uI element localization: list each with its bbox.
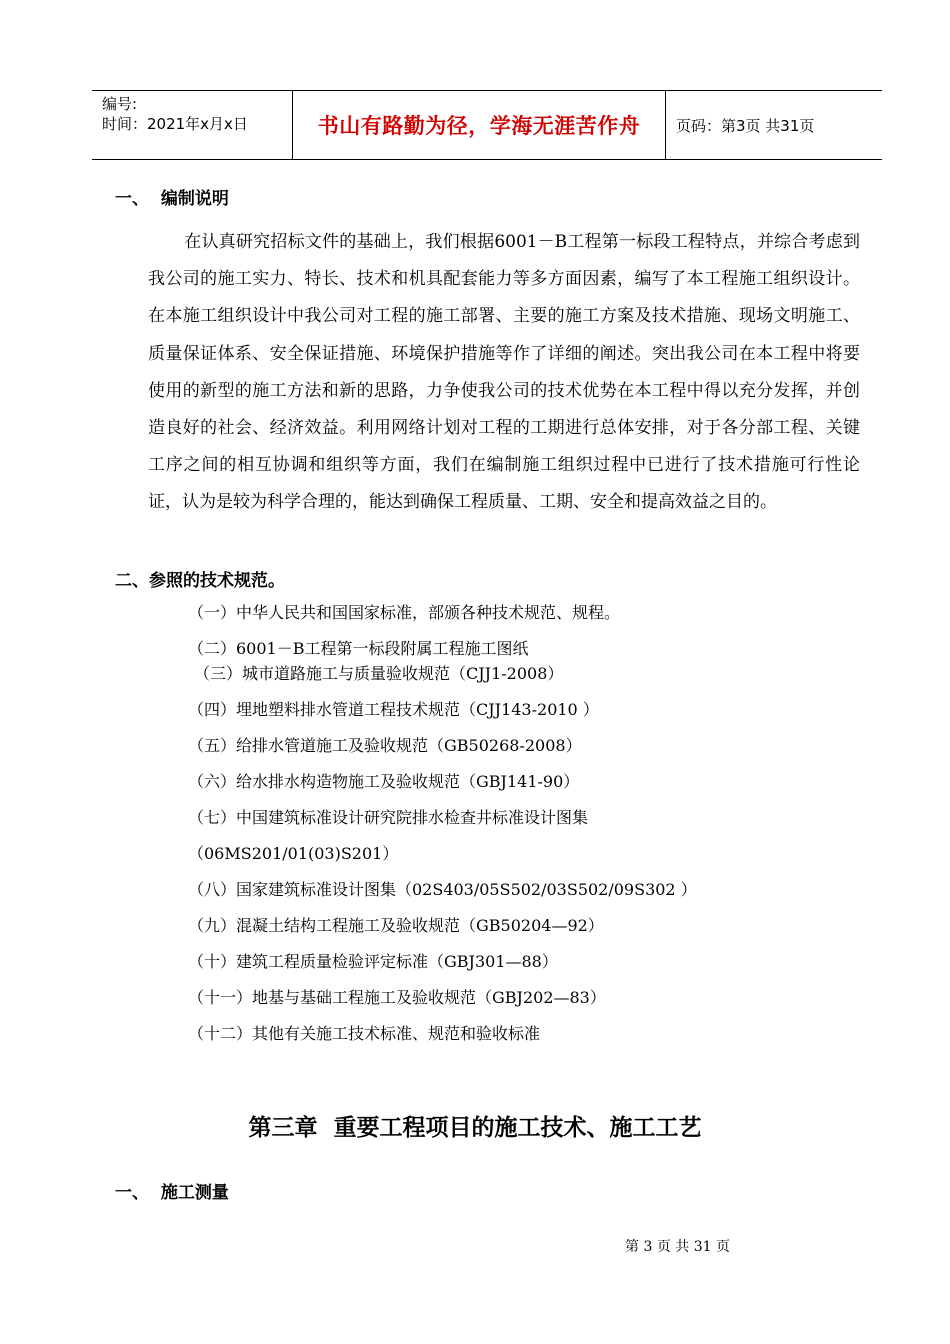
list-item: （十）建筑工程质量检验评定标准（GBJ301—88） xyxy=(188,952,558,971)
header-motto-cell xyxy=(293,91,666,159)
list-item: （十一）地基与基础工程施工及验收规范（GBJ202—83） xyxy=(188,988,606,1007)
compilation-notes-text: 在认真研究招标文件的基础上，我们根据6001－B工程第一标段工程特点，并综合考虑到我公司的施工实力、特长、技术和机具配套能力等多方面因素，编写了本工程施工组织设计。在本施工组织设计中我公司对工程的施工部署、主要的施工方案及技术措施、现场文明施工、质量保证体系、安全保证措施、环境保护措施等作了详细的阐述。突出我公司在本工程中将要使用的新型的施工方法和新的思路，力争使我公司的技术优势在本工程中得以充分发挥，并创造良好的社会、经济效益。利用网络计划对工程的工期进行总体安排，对于各分部工程、关键工序之间的相互协调和组织等方面，我们在编制施工组织过程中已进行了技术措施可行性论证，认为是较为科学合理的，能达到确保工程质量、工期、安全和提高效益之目的。 xyxy=(148,232,860,513)
document-header xyxy=(92,90,882,160)
section-heading-construction-survey: 一、 施工测量 xyxy=(115,1183,229,1203)
compilation-notes-paragraph xyxy=(148,224,860,522)
list-item: （八）国家建筑标准设计图集（02S403/05S502/03S502/09S302 ） xyxy=(188,880,697,899)
header-meta-cell xyxy=(92,91,293,159)
list-item: （九）混凝土结构工程施工及验收规范（GB50204—92） xyxy=(188,916,604,935)
chapter-title: 第三章 重要工程项目的施工技术、施工工艺 xyxy=(248,1115,702,1141)
section-heading-compilation-notes: 一、 编制说明 xyxy=(115,189,229,209)
list-item: （四）埋地塑料排水管道工程技术规范（CJJ143-2010 ） xyxy=(188,700,599,719)
list-item: （十二）其他有关施工技术标准、规范和验收标准 xyxy=(188,1024,541,1043)
list-item: （06MS201/01(03)S201） xyxy=(188,844,399,863)
list-item: （五）给排水管道施工及验收规范（GB50268-2008） xyxy=(188,736,582,755)
list-item: （一）中华人民共和国国家标准，部颁各种技术规范、规程。 xyxy=(188,603,621,622)
document-number-label: 编号: xyxy=(102,95,138,113)
page-footer: 第 3 页 共 31 页 xyxy=(625,1239,730,1255)
header-motto: 书山有路勤为径，学海无涯苦作舟 xyxy=(317,114,641,138)
document-date-label: 时间：2021年x月x日 xyxy=(102,115,248,133)
list-item: （七）中国建筑标准设计研究院排水检查井标准设计图集 xyxy=(188,808,589,827)
list-item: （二）6001－B工程第一标段附属工程施工图纸 xyxy=(188,639,529,658)
list-item: （六）给水排水构造物施工及验收规范（GBJ141-90） xyxy=(188,772,580,791)
section-heading-technical-standards: 二、参照的技术规范。 xyxy=(115,571,285,591)
header-page-cell xyxy=(666,91,882,159)
list-item: （三）城市道路施工与质量验收规范（CJJ1-2008） xyxy=(194,664,564,683)
header-page-number: 页码：第3页 共31页 xyxy=(676,116,815,135)
